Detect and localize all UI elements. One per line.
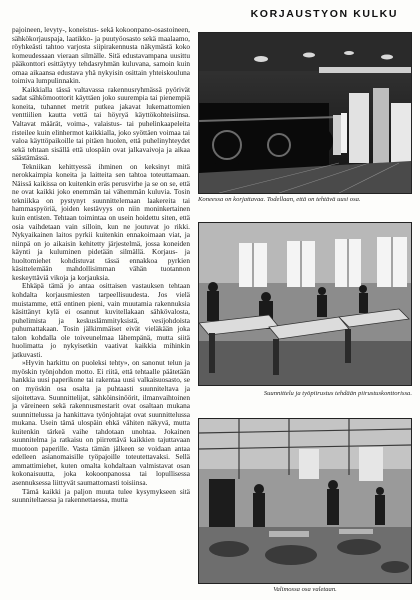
paragraph: Ehkäpä tämä jo antaa osittaisen vastauksen tehtaan kohdalta korjausmiesten tarpeellisuudesta. Jos vielä muistamme, että entinen pieni, vain muutamia rakennuksia käsittänyt kylä ei osannut kuvitellakaan sähkövalosta, puhelimista ja keskuslämmityksistä, vesijohdoista puhumattakaan. Tosin jälkimmäiset eivät vieläkään joka talon kohdalla ole toiveunelmaa lähempänä, mutta siitä huolimatta jo nykyisetkin vaativat kaikkia mihinkin jatkuvasti. — [12, 281, 190, 359]
article-body — [12, 26, 190, 505]
paragraph: »Hyvin harkittu on puoleksi tehty», on sanonut telun ja myöskin työnjohdon motto. Ei riitä, että tehtaalle päätetään hankkia uusi paperikone tai rakentaa uusi valkaisuosasto, se on myöskin osa osalta ja puhtaasti suunniteltava ja sijoitettava. Suunnittelijat, sähköinsinöörit, ilmanvaihtoinen ja väreineen sekä rakennusmestarit ovat osaltaan mukana suunnittelussa ja hankittava työnjohtajat ovat suunnittelussa mukana. Usein tämä ulospäin ehkä vähiten näkyvä, mutta kuitenkin tärkeä vaihe tahdotaan unohtaa. Jokainen suunnitelma ja ratkaisu on piirrettävä kaikkien tajuttavaan muotoon paperille. Vasta tämän jälkeen se voidaan antaa edelleen asianomaisille työpajoille toteutettavaksi. Sellä ammattimiehet, kuten omalta kohdaltaan valmistavat osan kokonaisuutta, joka kokoonpanossa tai lopullisessa asennuksessa liittyvät saumattomasti toisiinsa. — [12, 358, 190, 487]
drawing-office-photo — [198, 222, 412, 386]
paragraph: Kaikkialla tässä valtavassa rakennusryhmässä pyörivät sadat sähkömoottorit käyttäen joko suurempia tai pienempiä koneita, tuhannet metrit putkea jakavat lukemattomien venttiilien kautta vettä tai höyryä käyttökohteisiinsa. Valtavat määrät, voima-, valaistus- tai puhelinkaapeleita risteilee kuin elinhermot kaikkialla, joko syöttäen voimaa tai valoa käyttöpaikoille tai pitäen huolen, että puhelinyhteydet sekä tehtaan sisällä että ulospäin ovat jalkavaivoja ja aikaa säästämässä. — [12, 84, 190, 163]
paragraph: pajoineen, levyty-, koneistus- sekä kokoonpano-osastoineen, sähkökorjauspaja, laatikko- ja puutyöosasto sekä maalaamo, röyhkeästi tahtoo varjosta siipirakennusta näkymästä koko komeudessaan vieraan silmälle. Sitä edustavampana uusittu pääkonttori esittäytyy tehdasryhmän kuluvana, samoin kuin omaa aikaansa edustava yhä nykyisin osittain yhteiskouluna toimiva lumpulinnakin. — [12, 25, 190, 86]
paragraph: Tämä kaikki ja paljon muuta tulee kysymykseen sitä suunniteltaessa ja rakennettaessa, mutta — [12, 486, 190, 505]
photo-caption: Koneessa on korjattavaa. Todellaan, että on tehtävä uusi osa. — [198, 196, 361, 203]
foundry-photo — [198, 418, 412, 584]
page-header: KORJAUSTYON KULKU — [250, 8, 398, 20]
photo-caption: Suunnittelu ja työpiirustus tehdään piirustuskonttorissa. — [263, 390, 412, 397]
machine-repair-photo — [198, 32, 412, 194]
photo-caption: Valimossa osa valetaan. — [273, 586, 337, 593]
paragraph: Tekniikan kehittyessä ihminen on keksinyt mitä nerokkaimpia koneita ja laitteita sen tahtoa toteuttamaan. Näissä kaikissa on kuitenkin eräs perusvirhe ja se on se, että ne ovat kaikki joko enemmän tai vähemmän kuluvia. Tosin tekniikka on pystynyt suunnittelemaan laakereita tai hammaspyöriä, joiden kestävyys on niin moninkertainen kuin entisten. Tehtaan toimintaa on usein hoidettu siten, että osia vaihdetaan vain silloin, kun ne joutuvat jo rikki. Nykyaikainen laitos pyrkii kuitenkin ennakoimaan viat, ja niinpä on jo aikaisin kehitetty järjestelmä, jossa koneiden käynti ja kuluminen pidetään silmällä. Korjaus- ja huoltomiehet kohdistuvat tässä ennakkoa pyrkien käsittelemään mahdollisimman vähän tuotannon keskeyttäviä vikoja ja korjauksia. — [12, 161, 190, 282]
